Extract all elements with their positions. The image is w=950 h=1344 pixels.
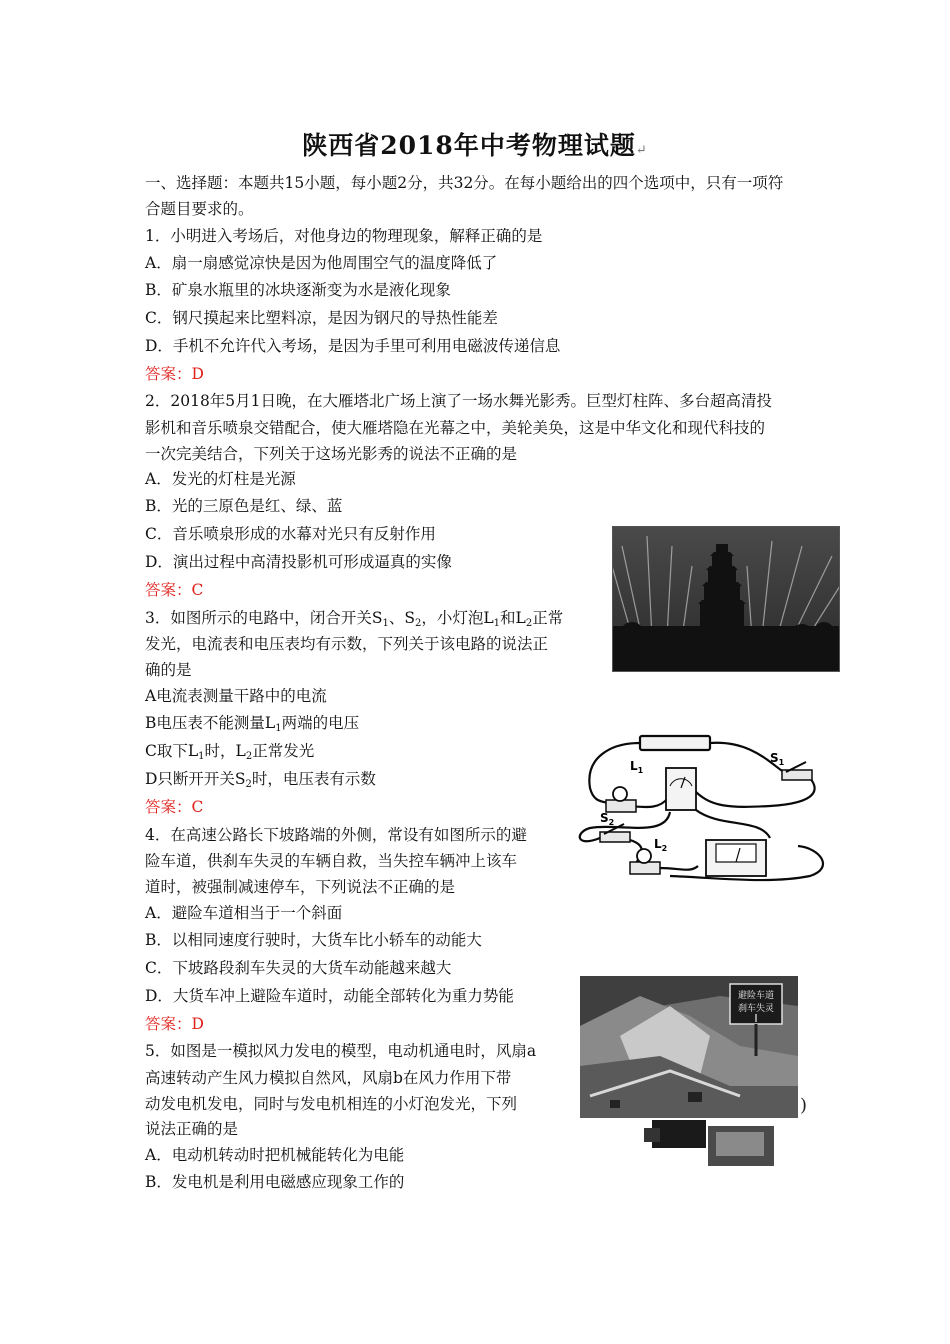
q2-answer: 答案：C <box>145 581 204 599</box>
q5-option-a: A．电动机转动时把机械能转化为电能 <box>145 1146 405 1164</box>
q4-stem-line-3: 道时，被强制减速停车，下列说法不正确的是 <box>145 878 456 896</box>
q2-option-c: C．音乐喷泉形成的水幕对光只有反射作用 <box>145 525 436 543</box>
q5-stem-line-3: 动发电机发电，同时与发电机相连的小灯泡发光，下列 <box>145 1095 518 1113</box>
q3-option-c: C取下$L_1$时，$L_2$正常发光 <box>145 742 315 762</box>
section-intro-line-2: 合题目要求的。 <box>145 200 254 218</box>
q1-answer: 答案：D <box>145 365 204 383</box>
q2-stem-line-3: 一次完美结合，下列关于这场光影秀的说法不正确的是 <box>145 445 518 463</box>
q5-stem-line-2: 高速转动产生风力模拟自然风，风扇b在风力作用下带 <box>145 1069 512 1087</box>
q2-option-b: B．光的三原色是红、绿、蓝 <box>145 497 343 515</box>
ammeter-icon <box>666 768 696 810</box>
q2-stem-line-2: 影机和音乐喷泉交错配合，使大雁塔隐在光幕之中，美轮美奂，这是中华文化和现代科技的 <box>145 419 766 437</box>
q5-stem-line-4: 说法正确的是 <box>145 1120 239 1138</box>
q4-option-b: B．以相同速度行驶时，大货车比小轿车的动能大 <box>145 931 482 949</box>
page-title: 陕西省2018年中考物理试题↵ <box>302 131 648 160</box>
voltmeter-icon <box>706 840 766 876</box>
svg-text:避险车道: 避险车道 <box>737 991 775 1001</box>
bulb-l1-icon <box>606 759 644 812</box>
pagoda-light-show-photo <box>612 526 840 672</box>
q4-option-c: C．下坡路段刹车失灵的大货车动能越来越大 <box>145 959 452 977</box>
figure-edge-mark: ) <box>800 1095 808 1116</box>
q1-option-b: B．矿泉水瓶里的冰块逐渐变为水是液化现象 <box>145 281 451 299</box>
svg-text:L1: $L_1$ <box>630 759 644 775</box>
q1-option-c: C．钢尺摸起来比塑料凉，是因为钢尺的导热性能差 <box>145 309 498 327</box>
q3-stem-line-3: 确的是 <box>145 661 192 679</box>
q4-option-d: D．大货车冲上避险车道时，动能全部转化为重力势能 <box>145 987 514 1005</box>
q4-stem-line-2: 险车道，供刹车失灵的车辆自救，当失控车辆冲上该车 <box>145 852 518 870</box>
section-intro-line-1: 一、选择题：本题共15小题，每小题2分，共32分。在每小题给出的四个选项中，只有一项符 <box>145 174 784 192</box>
q1-option-d: D．手机不允许代入考场，是因为手里可利用电磁波传递信息 <box>145 337 561 355</box>
svg-text:S1: $S_1$ <box>770 751 785 767</box>
escape-ramp-sign <box>730 984 782 1024</box>
wind-generator-model-photo <box>644 1120 784 1172</box>
q5-stem-line-1: 5．如图是一模拟风力发电的模型，电动机通电时，风扇a <box>145 1042 537 1060</box>
q3-stem-line-2: 发光，电流表和电压表均有示数，下列关于该电路的说法正 <box>145 635 549 653</box>
q3-answer: 答案：C <box>145 798 204 816</box>
escape-ramp-photo <box>580 976 798 1118</box>
q3-option-a: A电流表测量干路中的电流 <box>145 687 327 705</box>
q2-stem-line-1: 2．2018年5月1日晚，在大雁塔北广场上演了一场水舞光影秀。巨型灯柱阵、多台超高清投 <box>145 392 773 410</box>
q2-option-d: D．演出过程中高清投影机可形成逼真的实像 <box>145 553 452 571</box>
q1-stem: 1．小明进入考场后，对他身边的物理现象，解释正确的是 <box>145 227 543 245</box>
circuit-diagram <box>570 728 840 886</box>
q4-answer: 答案：D <box>145 1015 204 1033</box>
q4-stem-line-1: 4．在高速公路长下坡路端的外侧，常设有如图所示的避 <box>145 826 527 844</box>
q5-option-b: B．发电机是利用电磁感应现象工作的 <box>145 1173 405 1191</box>
svg-text:S2: $S_2$ <box>600 811 615 827</box>
svg-text:刹车失灵: 刹车失灵 <box>737 1004 775 1014</box>
q1-option-a: A．扇一扇感觉凉快是因为他周围空气的温度降低了 <box>145 254 498 272</box>
q3-option-d: D只断开开关$S_2$时，电压表有示数 <box>145 770 376 790</box>
q3-option-b: B电压表不能测量$L_1$两端的电压 <box>145 714 360 734</box>
battery-icon <box>640 736 710 750</box>
svg-text:L2: $L_2$ <box>654 837 668 853</box>
q3-stem-line-1: 3．如图所示的电路中，闭合开关$S_1$、$S_2$，小灯泡$L_1$和$L_2$正常 <box>145 609 564 629</box>
q2-option-a: A．发光的灯柱是光源 <box>145 470 296 488</box>
q4-option-a: A．避险车道相当于一个斜面 <box>145 904 343 922</box>
